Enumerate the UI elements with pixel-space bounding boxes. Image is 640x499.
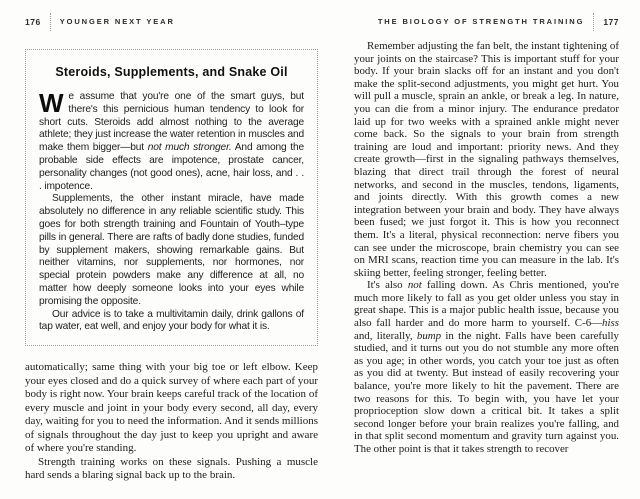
page-number: 176 xyxy=(25,16,41,27)
text-run: And among the probable side effects are impotence, prostate cancer, personality changes (not good ones), acne, hair loss, and . . . impotence. xyxy=(39,142,304,192)
left-page-header xyxy=(25,14,318,29)
italic-text: bump xyxy=(416,329,442,342)
sidebar-box xyxy=(25,49,318,346)
text-run: falling down. As Chris mentioned, you're much more likely to fall as you get older unless you stay in great shape. This is a major public health issue, because you also fall harder and do more harm to yourself. C-6— xyxy=(354,279,619,330)
sidebar-box-body xyxy=(39,88,304,334)
paragraph xyxy=(25,456,318,483)
italic-text: hiss xyxy=(602,317,619,330)
text-run: It's also xyxy=(367,279,408,292)
text-run: automatically; same thing with your big toe or left elbow. Keep your eyes closed and do a quick survey of where each part of your body is right now. Your brain keeps careful track of the location of every muscle and joint in your body every second, all day, every day, waiting for you to need the information. And it sends millions of signals throughout the day just to keep you upright and aware of where you're standing. xyxy=(25,361,318,455)
paragraph xyxy=(354,40,619,279)
paragraph xyxy=(39,88,304,193)
text-run: Strength training works on these signals. Pushing a muscle hard sends a blaring signal back up to the brain. xyxy=(25,455,318,482)
text-run: Our advice is to take a multivitamin daily, drink gallons of tap water, eat well, and enjoy your body for what it is. xyxy=(39,308,304,333)
drop-cap: W xyxy=(39,88,64,118)
page-number: 177 xyxy=(603,16,619,27)
running-head: THE BIOLOGY OF STRENGTH TRAINING xyxy=(377,17,585,26)
right-page xyxy=(354,14,619,456)
italic-text: not much stronger. xyxy=(147,142,232,154)
text-run: and, literally, xyxy=(354,329,417,342)
paragraph xyxy=(39,309,304,335)
running-head: YOUNGER NEXT YEAR xyxy=(59,17,175,26)
right-page-header xyxy=(354,14,619,29)
italic-text: not xyxy=(407,279,422,292)
text-run: Supplements, the other instant miracle, have made absolutely no difference in any reliable scientific study. This goes for both strength training and Fountain of Youth–type pills in general. There are rafts of badly done studies, funded by supplement makers, showing remarkable gains. But neither vitamins, nor supplements, nor hormones, nor special protein powders make any difference at all, no matter how deeply someone looks into your eyes while promising the opposite. xyxy=(39,193,304,307)
text-run: Remember adjusting the fan belt, the instant tightening of your joints on the staircase? This is important stuff for your body. If your brain slacks off for an instant and you don't make the split-second adjustments, you might get hurt. You will pull a muscle, sprain an ankle, or break a leg. In nature, you can die from a minor injury. The endurance predator laid up for two weeks with a sprained ankle might never come back. So the signals to your brain from strength training are loud and important: priority news. And they create growth—first in the signaling pathways themselves, blazing that direct trail through the forest of neural networks, and second in the muscles, tendons, ligaments, and joints directly. With this growth comes a new integration between your brain and body. They have always been fused; we just forgot it. This is how you reconnect them. It's a literal, physical reconnection: nerve fibers you can see under the microscope, brain chemistry you can see on MRI scans, reaction time you can measure in the lab. It's skiing better, feeling stronger, feeling better. xyxy=(354,40,619,279)
paragraph xyxy=(354,279,619,455)
header-divider xyxy=(50,13,51,31)
header-divider xyxy=(593,13,594,31)
left-body-text xyxy=(25,361,318,483)
text-run: in the night. Falls have been carefully studied, and it turns out you do not stumble any more often as you age; in other words, you catch your toe just as often as you did at twenty. But instead of easily recovering your balance, you're more likely to hit the pavement. There are two reasons for this. To begin with, you have let your proprioception slow down a critical bit. It takes a split second longer before your brain realizes you're falling, and in that split second momentum and gravity turn against you. The other point is that it takes strength to recover xyxy=(354,329,619,455)
paragraph xyxy=(39,193,304,308)
right-body-text xyxy=(354,40,619,456)
left-page xyxy=(25,14,318,483)
text-run: e assume that you're one of the smart guys, but there's this pernicious human tendency to look for short cuts. Steroids add almost nothing to the average athlete; they just increase the water retention in muscles and make them bigger—but xyxy=(39,91,304,154)
sidebar-box-title: Steroids, Supplements, and Snake Oil xyxy=(55,65,288,79)
paragraph xyxy=(25,361,318,456)
